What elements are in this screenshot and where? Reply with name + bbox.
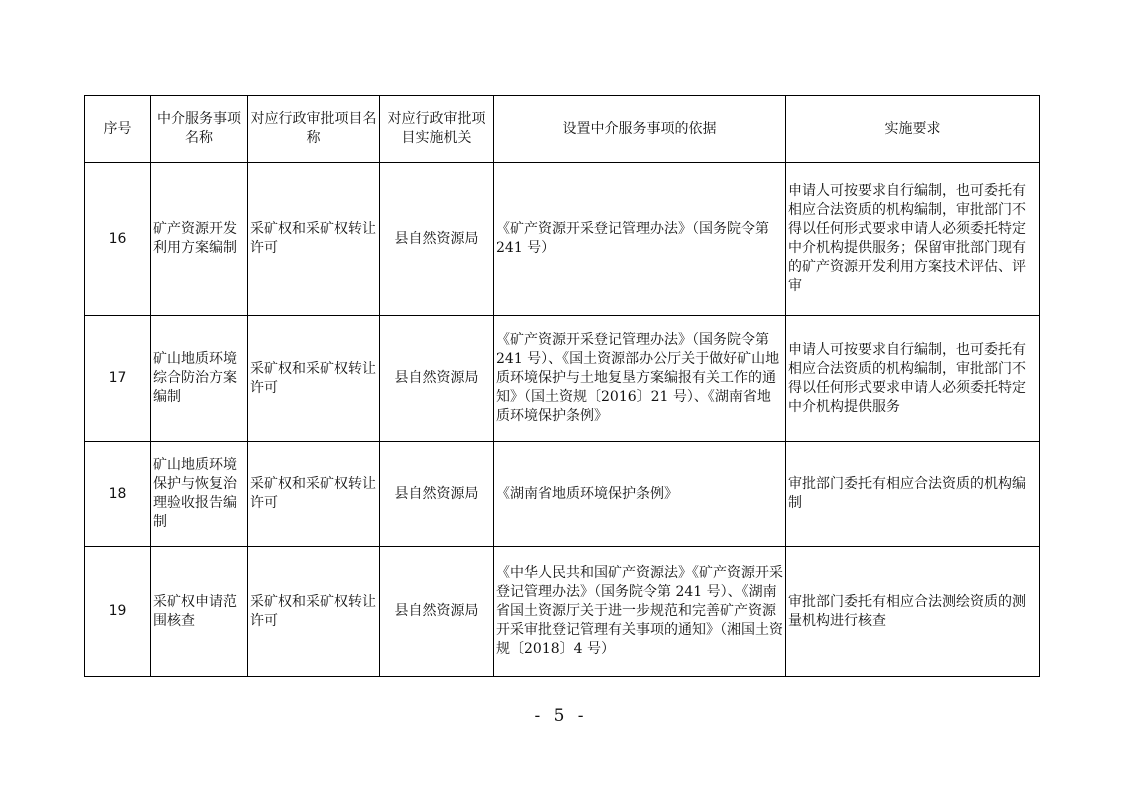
approval-name: 采矿权和采矿权转让许可 — [248, 316, 380, 442]
service-name: 矿山地质环境保护与恢复治理验收报告编制 — [151, 442, 248, 547]
approval-name: 采矿权和采矿权转让许可 — [248, 547, 380, 677]
row-index: 19 — [85, 547, 151, 677]
header-requirement: 实施要求 — [786, 96, 1040, 163]
table-row — [85, 163, 1040, 316]
basis: 《矿产资源开采登记管理办法》（国务院令第 241 号）、《国土资源部办公厅关于做好矿山地质环境保护与土地复垦方案编报有关工作的通知》（国土资规〔2016〕21 号）、《湖南省地质环境保护条例》 — [494, 316, 786, 442]
row-index: 16 — [85, 163, 151, 316]
agency: 县自然资源局 — [380, 442, 494, 547]
agency: 县自然资源局 — [380, 547, 494, 677]
header-service-name: 中介服务事项名称 — [151, 96, 248, 163]
basis: 《湖南省地质环境保护条例》 — [494, 442, 786, 547]
table-row — [85, 442, 1040, 547]
agency: 县自然资源局 — [380, 163, 494, 316]
service-items-table — [84, 95, 1040, 677]
requirement: 申请人可按要求自行编制，也可委托有相应合法资质的机构编制，审批部门不得以任何形式要求申请人必须委托特定中介机构提供服务；保留审批部门现有的矿产资源开发利用方案技术评估、评审 — [786, 163, 1040, 316]
basis: 《矿产资源开采登记管理办法》（国务院令第 241 号） — [494, 163, 786, 316]
row-index: 18 — [85, 442, 151, 547]
table-row — [85, 316, 1040, 442]
service-name: 矿山地质环境综合防治方案编制 — [151, 316, 248, 442]
header-index: 序号 — [85, 96, 151, 163]
header-approval-name: 对应行政审批项目名称 — [248, 96, 380, 163]
row-index: 17 — [85, 316, 151, 442]
approval-name: 采矿权和采矿权转让许可 — [248, 442, 380, 547]
approval-name: 采矿权和采矿权转让许可 — [248, 163, 380, 316]
service-name: 采矿权申请范围核查 — [151, 547, 248, 677]
header-basis: 设置中介服务事项的依据 — [494, 96, 786, 163]
requirement: 审批部门委托有相应合法测绘资质的测量机构进行核查 — [786, 547, 1040, 677]
agency: 县自然资源局 — [380, 316, 494, 442]
requirement: 申请人可按要求自行编制，也可委托有相应合法资质的机构编制，审批部门不得以任何形式要求申请人必须委托特定中介机构提供服务 — [786, 316, 1040, 442]
page-number: - 5 - — [534, 706, 588, 726]
table-row — [85, 547, 1040, 677]
header-agency: 对应行政审批项目实施机关 — [380, 96, 494, 163]
service-name: 矿产资源开发利用方案编制 — [151, 163, 248, 316]
table-header-row — [85, 96, 1040, 163]
basis: 《中华人民共和国矿产资源法》《矿产资源开采登记管理办法》（国务院令第 241 号）、《湖南省国土资源厅关于进一步规范和完善矿产资源开采审批登记管理有关事项的通知》（湘国土资规〔2018〕4 号） — [494, 547, 786, 677]
requirement: 审批部门委托有相应合法资质的机构编制 — [786, 442, 1040, 547]
